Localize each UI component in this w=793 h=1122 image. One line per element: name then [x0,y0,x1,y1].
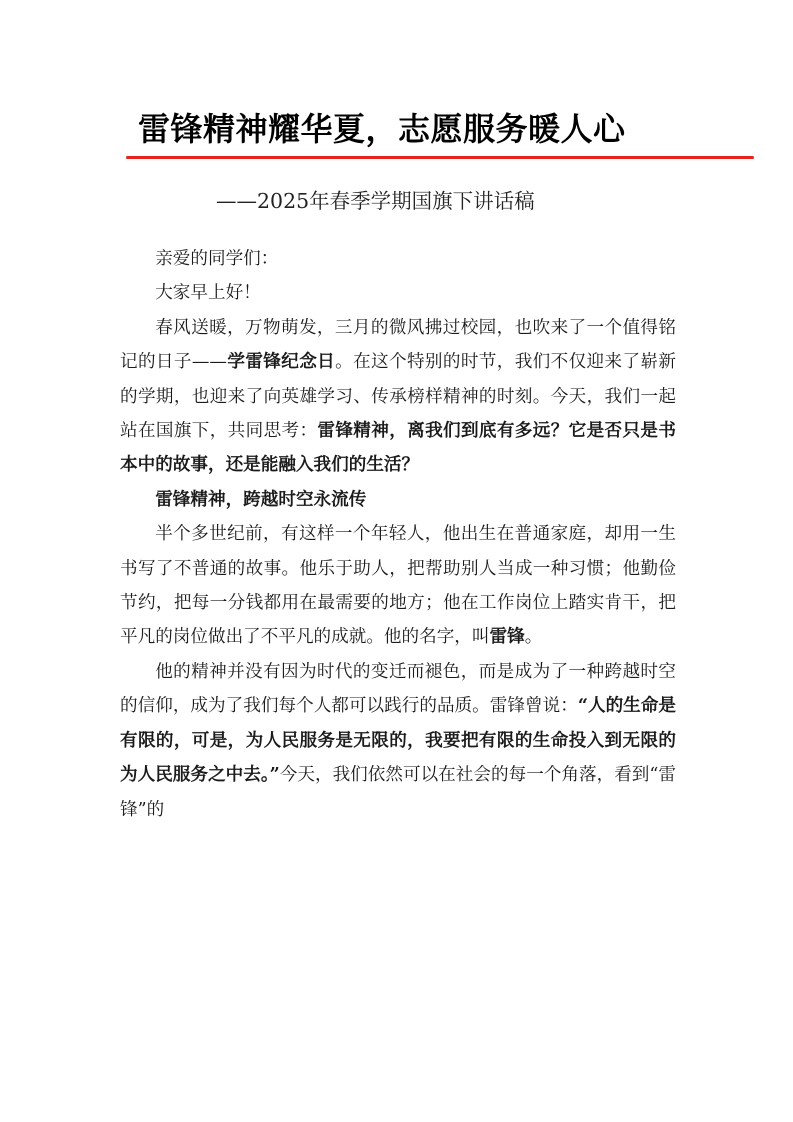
highlight-text: 学雷锋纪念日 [227,351,336,373]
paragraph-spirit [120,655,676,827]
paragraph-story [120,517,676,655]
title-underline [126,156,754,159]
highlight-text: 雷锋精神，离我们到底有多远？它是否只是书本中的故事，还是能融入我们的生活？ [120,420,676,476]
paragraph-text: 春风送暖，万物萌发，三月的微风拂过校园，也吹来了一个值得铭记的日子—— [120,317,676,373]
greeting: 亲爱的同学们： [155,249,279,269]
highlight-text: 雷锋 [489,626,525,648]
paragraph-text: 今天，我们依然可以在社会的每一个角落，看到“雷锋”的 [120,765,677,820]
document-subtitle: ——2025年春季学期国旗下讲话稿 [216,189,535,213]
paragraph-text: 。在这个特别的时节，我们不仅迎来了崭新的学期，也迎来了向英雄学习、传承榜样精神的时刻。今天，我们一起站在国旗下，共同思考： [120,352,676,442]
section-heading: 雷锋精神，跨越时空永流传 [155,488,367,510]
morning-greeting: 大家早上好！ [155,283,261,304]
quote-text: “人的生命是有限的，可是，为人民服务是无限的，我要把有限的生命投入到无限的为人民服务之中去。” [120,695,676,786]
paragraph-text: 。 [524,627,543,648]
paragraph-text: 半个多世纪前，有这样一个年轻人，他出生在普通家庭，却用一生书写了不普通的故事。他乐于助人，把帮助别人当成一种习惯；他勤俭节约，把每一分钱都用在最需要的地方；他在工作岗位上踏实肯干，把平凡的岗位做出了不平凡的成就。他的名字，叫 [120,524,676,648]
paragraph-intro [120,311,676,483]
speech-body [120,242,676,827]
document-title: 雷锋精神耀华夏，志愿服务暖人心 [138,110,626,148]
paragraph-text: 他的精神并没有因为时代的变迁而褪色，而是成为了一种跨越时空的信仰，成为了我们每个人都可以践行的品质。雷锋曾说： [120,661,676,717]
